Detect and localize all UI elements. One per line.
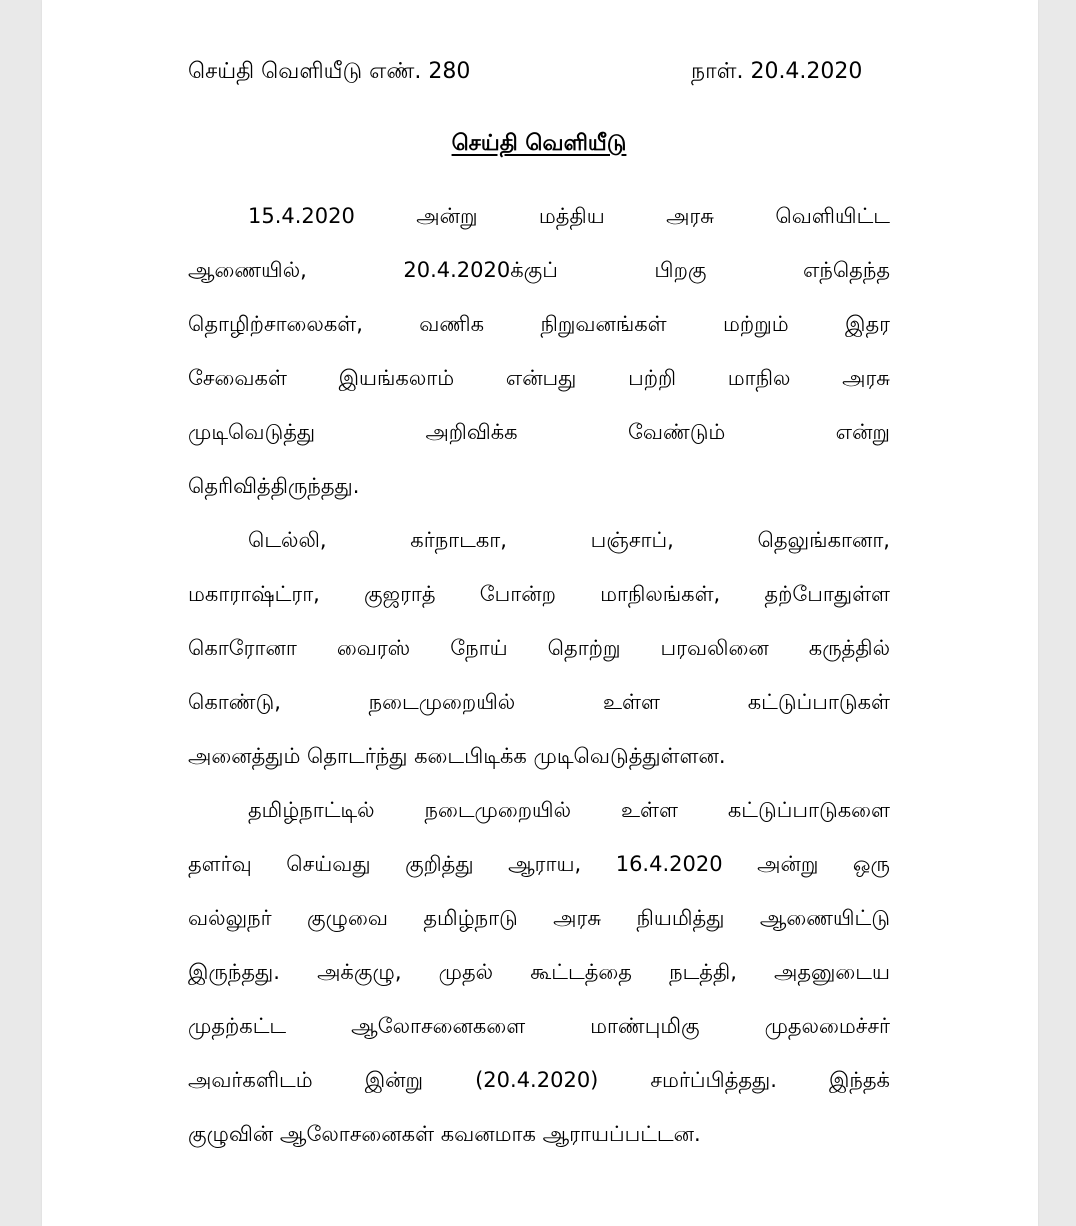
paragraph-2 (188, 513, 890, 783)
paragraph-line: தொழிற்சாலைகள், வணிக நிறுவனங்கள் மற்றும் இதர (188, 312, 890, 336)
paragraph-line: அனைத்தும் தொடர்ந்து கடைபிடிக்க முடிவெடுத்துள்ளன. (188, 744, 726, 768)
paragraph-line: ஆணையில், 20.4.2020க்குப் பிறகு எந்தெந்த (188, 258, 890, 282)
paragraph-line: தளர்வு செய்வது குறித்து ஆராய, 16.4.2020 அன்று ஒரு (188, 852, 890, 876)
document-title-text: செய்தி வெளியீடு (451, 131, 627, 156)
paragraph-line: இருந்தது. அக்குழு, முதல் கூட்டத்தை நடத்தி, அதனுடைய (188, 960, 890, 984)
paragraph-line: தெரிவித்திருந்தது. (188, 474, 360, 498)
paragraph-line: குழுவின் ஆலோசனைகள் கவனமாக ஆராயப்பட்டன. (188, 1122, 701, 1146)
header-row (188, 56, 890, 88)
paragraph-line: 15.4.2020 அன்று மத்திய அரசு வெளியிட்ட (248, 204, 890, 228)
paragraph-1 (188, 189, 890, 513)
document-title (188, 128, 890, 160)
release-number: செய்தி வெளியீடு எண். 280 (188, 59, 471, 84)
paragraph-line: டெல்லி, கர்நாடகா, பஞ்சாப், தெலுங்கானா, (248, 528, 890, 552)
paragraph-line: கொண்டு, நடைமுறையில் உள்ள கட்டுப்பாடுகள் (188, 690, 890, 714)
paragraph-line: கொரோனா வைரஸ் நோய் தொற்று பரவலினை கருத்தில் (188, 636, 890, 660)
paragraph-3 (188, 783, 890, 1161)
release-date: நாள். 20.4.2020 (691, 59, 863, 84)
paragraph-line: முடிவெடுத்து அறிவிக்க வேண்டும் என்று (188, 420, 890, 444)
paragraph-line: சேவைகள் இயங்கலாம் என்பது பற்றி மாநில அரசு (188, 366, 890, 390)
paragraph-line: வல்லுநர் குழுவை தமிழ்நாடு அரசு நியமித்து ஆணையிட்டு (188, 906, 890, 930)
paragraph-line: தமிழ்நாட்டில் நடைமுறையில் உள்ள கட்டுப்பாடுகளை (248, 798, 890, 822)
paragraph-line: மகாராஷ்ட்ரா, குஜராத் போன்ற மாநிலங்கள், தற்போதுள்ள (188, 582, 890, 606)
paragraph-line: அவர்களிடம் இன்று (20.4.2020) சமர்ப்பித்தது. இந்தக் (188, 1068, 890, 1092)
paragraph-line: முதற்கட்ட ஆலோசனைகளை மாண்புமிகு முதலமைச்சர் (188, 1014, 890, 1038)
